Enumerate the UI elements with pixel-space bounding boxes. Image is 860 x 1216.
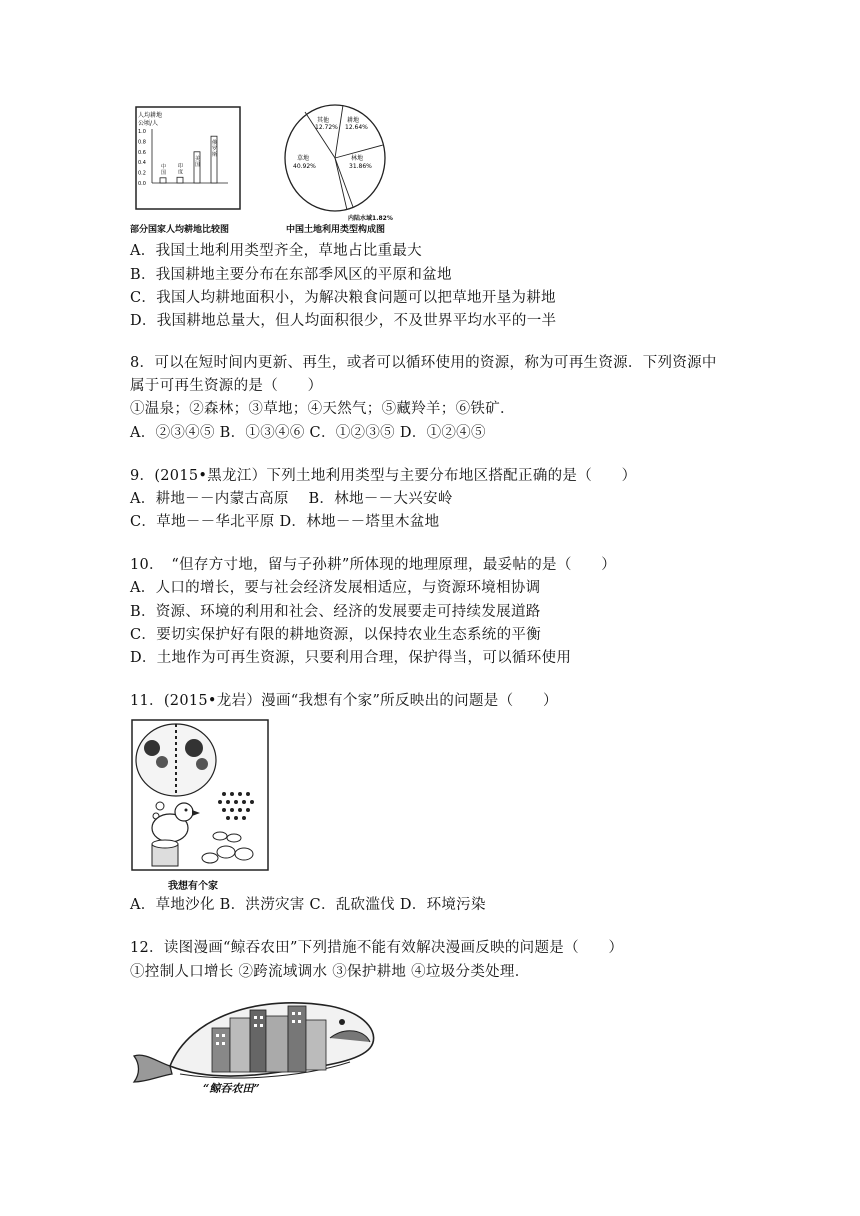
q12-items: ①控制人口增长 ②跨流域调水 ③保护耕地 ④垃圾分类处理． [130, 964, 530, 980]
pie-value-grassland: 40.92% [293, 163, 316, 170]
pie-chart-caption: 中国土地利用类型构成图 [286, 225, 386, 235]
bar-chart-bar [177, 177, 183, 183]
q10-stem: 10． “但存方寸地，留与子孙耕”所体现的地理原理，最妥帖的是（ ） [130, 557, 617, 573]
pie-value-water: 1.82% [372, 215, 393, 222]
bar-chart-y-title: 人均耕地 [138, 112, 163, 119]
pie-label-grassland: 草地 [297, 155, 310, 162]
q10-option-a: A．人口的增长，要与社会经济发展相适应，与资源环境相协调 [130, 580, 541, 596]
q8-options: A．②③④⑤ B．①③④⑥ C．①②③⑤ D．①②④⑤ [130, 425, 486, 441]
q11-options: A．草地沙化 B．洪涝灾害 C．乱砍滥伐 D．环境污染 [130, 897, 486, 913]
bar-chart-y-tick: 0.6 [138, 149, 146, 156]
bar-chart-category-label: 印度 [178, 163, 184, 176]
bar-chart-y-tick: 0.2 [138, 170, 146, 177]
q7-option-c: C．我国人均耕地面积小，为解决粮食问题可以把草地开垦为耕地 [130, 290, 556, 306]
pie-value-forest: 31.86% [349, 163, 372, 170]
q12-stem: 12．读图漫画“鲸吞农田”下列措施不能有效解决漫画反映的问题是（ ） [130, 940, 624, 956]
q8-stem-line2: 属于可再生资源的是（ ） [130, 378, 323, 394]
pie-value-other: 12.72% [315, 124, 338, 131]
bar-chart [130, 105, 250, 230]
q7-option-b: B．我国耕地主要分布在东部季风区的平原和盆地 [130, 267, 452, 283]
bar-chart-y-tick: 1.0 [138, 129, 146, 135]
pie-label-forest: 林地 [351, 155, 364, 162]
bar-chart-category-label: 中国 [161, 163, 167, 176]
pie-value-cropland: 12.64% [345, 124, 368, 131]
bar-chart-category-label: 美国 [195, 155, 201, 168]
q7-option-d: D．我国耕地总量大，但人均面积很少，不及世界平均水平的一半 [130, 313, 557, 329]
bar-chart-y-tick: 0.8 [138, 139, 146, 146]
pie-label-water [348, 213, 393, 222]
bar-chart-caption: 部分国家人均耕地比较图 [130, 225, 230, 235]
pie-label-water-text: 内陆水域 [348, 215, 373, 222]
q10-option-d: D．土地作为可再生资源，只要利用合理，保护得当，可以循环使用 [130, 650, 572, 666]
pie-chart [283, 100, 393, 220]
bar-chart-category-label: 俄罗斯 [212, 140, 218, 159]
pie-label-other: 其他 [317, 117, 330, 124]
q10-option-c: C．要切实保护好有限的耕地资源，以保持农业生态系统的平衡 [130, 627, 541, 643]
bar-chart-y-tick: 0.4 [138, 160, 146, 167]
bar-chart-y-unit: 公顷/人 [138, 120, 159, 127]
cartoon-i-want-a-home-drawing [130, 718, 270, 873]
q7-option-a: A．我国土地利用类型齐全，草地占比重最大 [130, 243, 422, 259]
pie-label-cropland: 耕地 [347, 117, 360, 124]
cartoon-whale-caption: “鲸吞农田” [203, 1082, 260, 1095]
q8-items: ①温泉；②森林；③草地；④天然气；⑤藏羚羊；⑥铁矿． [130, 401, 515, 417]
cartoon-i-want-a-home [130, 718, 270, 873]
q9-stem: 9．(2015•黑龙江）下列土地利用类型与主要分布地区搭配正确的是（ ） [130, 468, 637, 484]
q9-options-ab: A．耕地－－内蒙古高原 B．林地－－大兴安岭 [130, 491, 453, 507]
q8-stem-line1: 8．可以在短时间内更新、再生，或者可以循环使用的资源，称为可再生资源．下列资源中 [130, 355, 717, 371]
bar-chart-figure [130, 105, 250, 230]
q11-stem: 11．(2015•龙岩）漫画“我想有个家”所反映出的问题是（ ） [130, 693, 558, 709]
q10-option-b: B．资源、环境的利用和社会、经济的发展要走可持续发展道路 [130, 604, 541, 620]
bar-chart-y-tick: 0.0 [138, 181, 146, 187]
cartoon-i-want-a-home-caption: 我想有个家 [168, 881, 218, 892]
pie-chart-figure [283, 100, 393, 220]
q9-options-cd: C．草地－－华北平原 D．林地－－塔里木盆地 [130, 514, 440, 530]
bar-chart-bar [160, 178, 166, 183]
